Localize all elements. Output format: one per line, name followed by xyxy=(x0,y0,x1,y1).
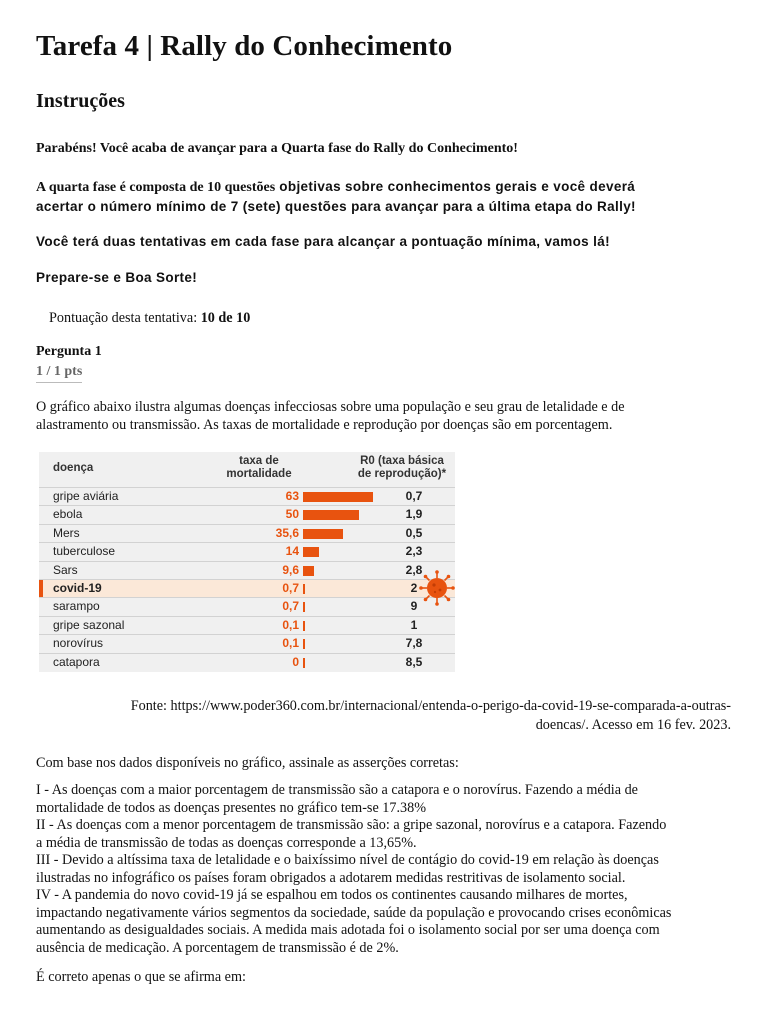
assertion-line: ausência de medicação. A porcentagem de transmissão é de 2%. xyxy=(36,939,399,956)
disease-name: Sars xyxy=(53,562,78,577)
infographic-row xyxy=(39,579,455,597)
assertion-1 xyxy=(36,782,736,817)
assertion-line: I - As doenças com a maior porcentagem de transmissão são a catapora e o norovírus. Fazendo a média de xyxy=(36,782,638,798)
page-title: Tarefa 4 | Rally do Conhecimento xyxy=(36,30,453,62)
disease-name: tuberculose xyxy=(53,544,116,559)
mortality-bar xyxy=(303,492,373,502)
mortality-bar xyxy=(303,510,359,520)
disease-name: sarampo xyxy=(53,599,100,614)
mortality-label: 0,1 xyxy=(282,636,299,651)
col-header-mortality xyxy=(209,455,309,481)
good-luck-text: Prepare-se e Boa Sorte! xyxy=(36,270,198,285)
question-intro-line2: alastramento ou transmissão. As taxas de mortalidade e reprodução por doenças são em porcentagem. xyxy=(36,417,613,433)
r0-value: 8,5 xyxy=(405,654,423,669)
assertion-4 xyxy=(36,887,736,957)
question-title: Pergunta 1 xyxy=(36,344,102,359)
disease-name: covid-19 xyxy=(53,581,102,595)
mortality-label: 9,6 xyxy=(282,562,299,577)
disease-name: gripe aviária xyxy=(53,489,119,503)
col-header-r0-line2: de reprodução)* xyxy=(357,468,447,480)
highlight-marker xyxy=(39,580,43,598)
instructions-heading: Instruções xyxy=(36,90,125,112)
assertion-line: III - Devido a altíssima taxa de letalidade e o baixíssimo nível de contágio do covid-19 em relação às doenças xyxy=(36,852,659,868)
r0-value: 1,9 xyxy=(405,507,423,522)
infographic-row xyxy=(39,561,455,579)
r0-value: 9 xyxy=(410,599,418,614)
infographic-row xyxy=(39,542,455,560)
mortality-bar xyxy=(303,529,343,539)
mortality-label: 0,7 xyxy=(282,599,299,614)
r0-value: 2,3 xyxy=(405,544,423,559)
col-header-r0-line1: R0 (taxa básica xyxy=(360,455,444,467)
question-intro-line1: O gráfico abaixo ilustra algumas doenças infecciosas sobre uma população e seu grau de letalidade e de xyxy=(36,399,625,415)
assertion-line: mortalidade de todos as doenças presentes no gráfico tem-se 17.38% xyxy=(36,799,427,816)
source-line1: Fonte: https://www.poder360.com.br/internacional/entenda-o-perigo-da-covid-19-se-comparada-a-outras- xyxy=(130,698,731,714)
infographic-row xyxy=(39,487,455,505)
assertion-line: aumentando as desigualdades sociais. A medida mais adotada foi o isolamento social por ser uma doença com xyxy=(36,922,660,938)
question-prompt: Com base nos dados disponíveis no gráfico, assinale as asserções corretas: xyxy=(36,755,459,771)
assertion-3 xyxy=(36,852,736,887)
r0-value: 2,8 xyxy=(405,562,423,577)
r0-value: 7,8 xyxy=(405,636,423,651)
assertion-line: a média de transmissão de todas as doenças corresponde a 13,65%. xyxy=(36,834,417,851)
mortality-label: 35,6 xyxy=(275,525,299,540)
disease-name: norovírus xyxy=(53,636,104,651)
assertion-line: impactando negativamente vários segmentos da sociedade, saúde da população e provocando crises econômicas xyxy=(36,904,672,921)
r0-value: 2 xyxy=(410,581,418,595)
mortality-bar xyxy=(303,639,305,649)
r0-value: 0,5 xyxy=(405,525,423,540)
mortality-bar xyxy=(303,547,319,557)
assertion-2 xyxy=(36,817,736,852)
assertion-line: ilustradas no infográfico os países foram obrigados a adotarem medidas restritivas de isolamento social. xyxy=(36,869,626,886)
coronavirus-icon xyxy=(419,570,455,606)
mortality-bar xyxy=(303,658,305,668)
r0-value: 1 xyxy=(410,617,418,632)
infographic-row xyxy=(39,634,455,652)
source-line2: doencas/. Acesso em 16 fev. 2023. xyxy=(535,717,731,733)
mortality-label: 0 xyxy=(292,654,299,669)
mortality-bar xyxy=(303,584,305,594)
col-header-disease: doença xyxy=(53,462,94,474)
congrats-text: Parabéns! Você acaba de avançar para a Quarta fase do Rally do Conhecimento! xyxy=(36,141,518,156)
disease-name: gripe sazonal xyxy=(53,617,125,632)
infographic-row xyxy=(39,653,455,671)
infographic-row xyxy=(39,597,455,615)
mortality-bar xyxy=(303,602,305,612)
infographic-row xyxy=(39,505,455,523)
mortality-label: 63 xyxy=(285,489,299,503)
r0-value: 0,7 xyxy=(405,489,423,503)
assertion-line: II - As doenças com a menor porcentagem de transmissão são: a gripe sazonal, norovírus e a catapora. Fazendo xyxy=(36,817,667,833)
chart-source xyxy=(36,697,731,735)
col-header-mortality-line2: mortalidade xyxy=(226,468,292,480)
infographic-row xyxy=(39,616,455,634)
attempt-score xyxy=(49,309,250,327)
mortality-label: 0,7 xyxy=(282,581,299,595)
attempts-text: Você terá duas tentativas em cada fase para alcançar a pontuação mínima, vamos lá! xyxy=(36,234,610,249)
composition-line2: acertar o número mínimo de 7 (sete) questões para avançar para a última etapa do Rally! xyxy=(36,199,636,214)
mortality-label: 0,1 xyxy=(282,617,299,632)
assertion-line: IV - A pandemia do novo covid-19 já se espalhou em todos os continentes causando milhares de mortes, xyxy=(36,887,628,903)
question-points: 1 / 1 pts xyxy=(36,364,82,383)
score-label: Pontuação desta tentativa: xyxy=(49,310,198,326)
assertions-block xyxy=(36,782,736,957)
question-closing: É correto apenas o que se afirma em: xyxy=(36,969,246,985)
col-header-r0 xyxy=(347,455,457,481)
mortality-bar xyxy=(303,621,305,631)
composition-start: A quarta fase é composta de 10 questões xyxy=(36,180,276,195)
score-value: 10 de 10 xyxy=(200,310,251,326)
composition-rest: objetivas sobre conhecimentos gerais e você deverá xyxy=(275,179,636,194)
col-header-mortality-line1: taxa de xyxy=(239,455,279,467)
mortality-bar xyxy=(303,566,314,576)
disease-infographic xyxy=(39,452,455,672)
mortality-label: 14 xyxy=(285,544,299,559)
mortality-label: 50 xyxy=(285,507,299,522)
composition-text xyxy=(36,177,636,216)
disease-name: catapora xyxy=(53,654,100,669)
question-intro xyxy=(36,398,736,434)
disease-name: ebola xyxy=(53,507,83,522)
disease-name: Mers xyxy=(53,525,80,540)
infographic-row xyxy=(39,524,455,542)
